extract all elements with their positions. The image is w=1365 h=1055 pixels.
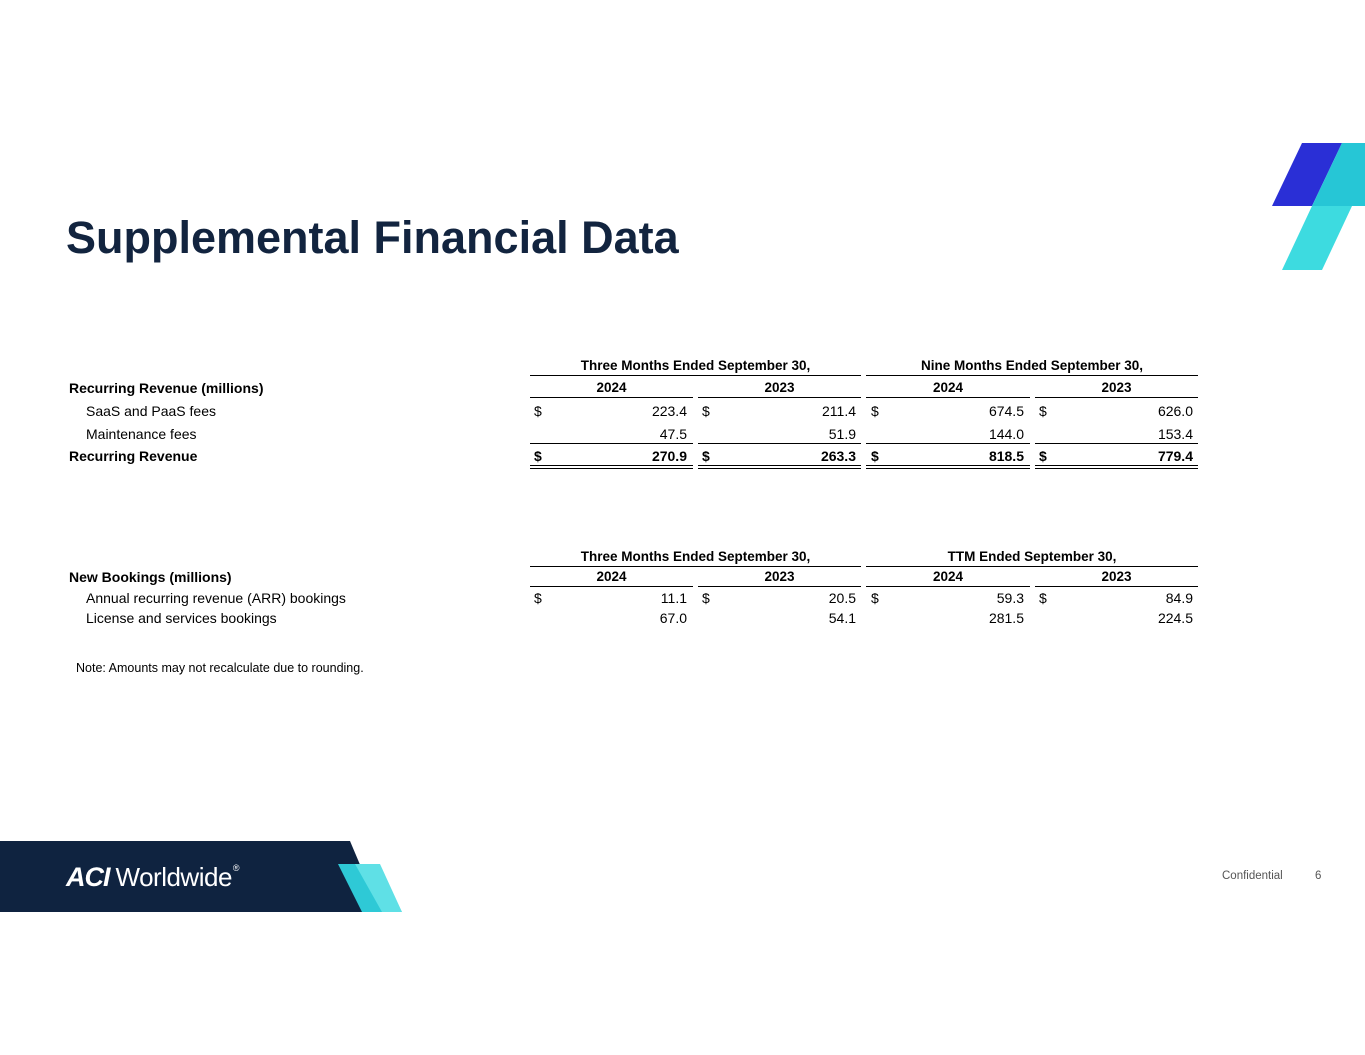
column-year: 2023 — [764, 380, 795, 395]
column-year: 2024 — [932, 569, 964, 584]
cell-value: 153.4 — [1157, 426, 1193, 442]
cell-value: 47.5 — [659, 426, 687, 442]
cell-value: 224.5 — [1157, 610, 1193, 626]
column-year: 2023 — [764, 569, 795, 584]
total-value: 818.5 — [988, 448, 1024, 464]
total-label: Recurring Revenue — [69, 448, 198, 464]
dollar-sign: $ — [534, 403, 542, 419]
cell-value: 674.5 — [988, 403, 1024, 419]
cell-value: 51.9 — [828, 426, 856, 442]
dollar-sign: $ — [1039, 448, 1047, 464]
section-label: New Bookings (millions) — [69, 569, 232, 585]
dollar-sign: $ — [702, 403, 710, 419]
cell-value: 84.9 — [1165, 590, 1193, 606]
dollar-sign: $ — [871, 590, 879, 606]
dollar-sign: $ — [702, 590, 710, 606]
column-year: 2024 — [932, 380, 964, 395]
logo-worldwide-text: Worldwide — [115, 861, 232, 892]
dollar-sign: $ — [871, 448, 879, 464]
row-label: SaaS and PaaS fees — [86, 403, 216, 419]
total-value: 270.9 — [651, 448, 687, 464]
group-header: Three Months Ended September 30, — [580, 358, 811, 373]
dollar-sign: $ — [702, 448, 710, 464]
cell-value: 144.0 — [988, 426, 1024, 442]
cell-value: 59.3 — [996, 590, 1024, 606]
dollar-sign: $ — [534, 448, 542, 464]
confidential-label: Confidential — [1222, 870, 1283, 882]
page-number: 6 — [1315, 870, 1322, 882]
group-header: TTM Ended September 30, — [947, 549, 1117, 564]
logo-registered-mark: ® — [232, 863, 240, 873]
total-value: 263.3 — [820, 448, 856, 464]
cell-value: 211.4 — [822, 403, 856, 419]
dollar-sign: $ — [871, 403, 879, 419]
group-header: Three Months Ended September 30, — [580, 549, 811, 564]
corner-decoration-graphic — [1270, 143, 1365, 270]
cell-value: 67.0 — [659, 610, 687, 626]
dollar-sign: $ — [1039, 403, 1047, 419]
cell-value: 54.1 — [828, 610, 856, 626]
dollar-sign: $ — [534, 590, 542, 606]
row-label: Annual recurring revenue (ARR) bookings — [86, 590, 346, 606]
aci-worldwide-logo — [66, 862, 240, 892]
cell-value: 281.5 — [988, 610, 1024, 626]
row-label: License and services bookings — [86, 610, 277, 626]
column-year: 2023 — [1101, 569, 1132, 584]
column-year: 2024 — [596, 380, 627, 395]
page-title: Supplemental Financial Data — [66, 212, 679, 263]
column-year: 2024 — [596, 569, 627, 584]
cell-value: 11.1 — [660, 590, 687, 606]
logo-aci-text: ACI — [66, 861, 110, 892]
group-header: Nine Months Ended September 30, — [920, 358, 1144, 373]
cell-value: 223.4 — [651, 403, 687, 419]
rounding-note: Note: Amounts may not recalculate due to rounding. — [76, 661, 364, 675]
row-label: Maintenance fees — [86, 426, 197, 442]
section-label: Recurring Revenue (millions) — [69, 380, 264, 396]
cell-value: 626.0 — [1157, 403, 1193, 419]
dollar-sign: $ — [1039, 590, 1047, 606]
column-year: 2023 — [1101, 380, 1132, 395]
total-value: 779.4 — [1157, 448, 1193, 464]
cell-value: 20.5 — [828, 590, 856, 606]
